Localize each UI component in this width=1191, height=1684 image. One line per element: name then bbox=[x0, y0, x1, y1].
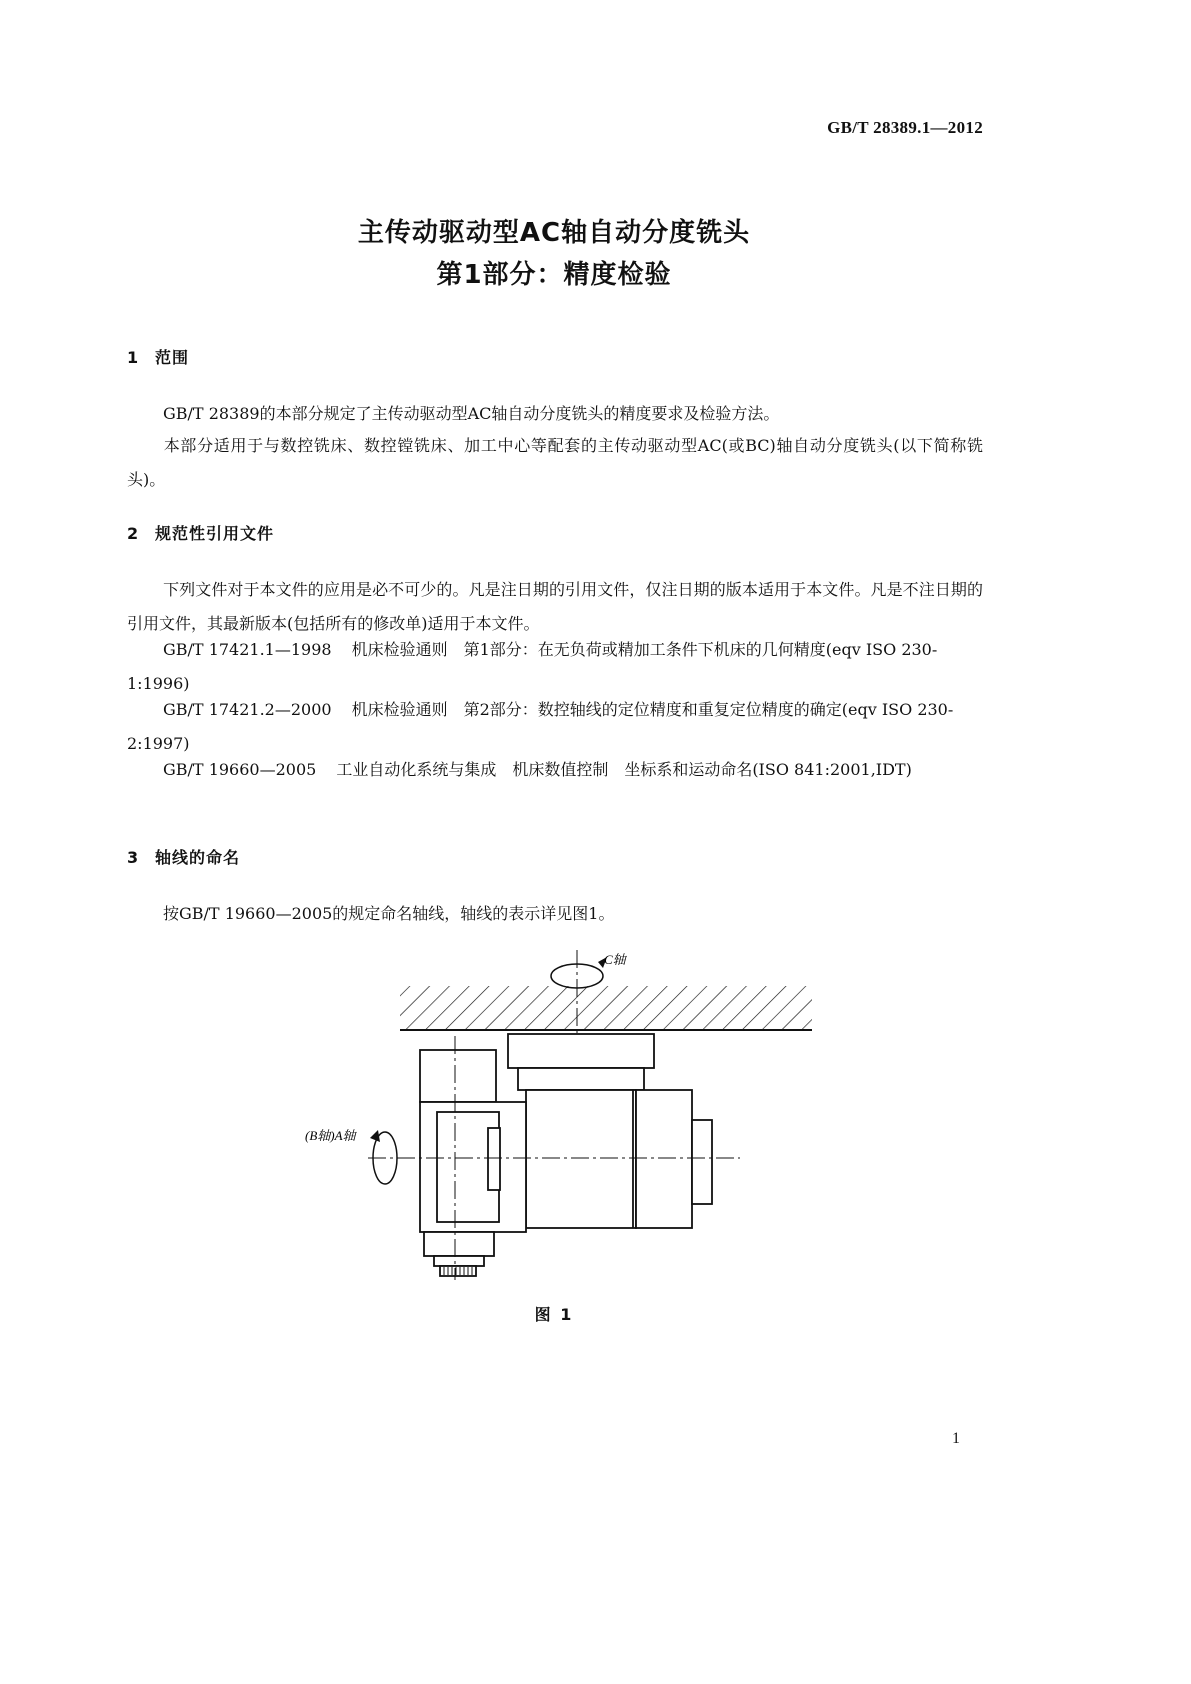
section-1-paragraph-2 bbox=[127, 429, 983, 497]
reference-title: 机床检验通则 第1部分：在无负荷或精加工条件下机床的几何精度(eqv ISO 230-1:1996) bbox=[127, 640, 938, 693]
figure-1-drawing bbox=[0, 940, 1108, 1290]
reference-title: 工业自动化系统与集成 机床数值控制 坐标系和运动命名(ISO 841:2001,IDT) bbox=[336, 760, 912, 779]
figure-caption: 图 1 bbox=[534, 1305, 574, 1324]
section-1-heading bbox=[127, 345, 189, 368]
section-2-paragraph-1 bbox=[127, 573, 983, 641]
document-subtitle: 第1部分：精度检验 bbox=[436, 260, 672, 290]
standard-number: GB/T 28389.1—2012 bbox=[827, 118, 983, 137]
section-number: 2 bbox=[127, 524, 140, 543]
section-title: 轴线的命名 bbox=[155, 848, 241, 867]
a-axis-rotation-arrow bbox=[370, 1130, 397, 1184]
section-1-paragraph-1 bbox=[127, 397, 983, 431]
section-3-heading bbox=[127, 845, 240, 868]
paragraph-text: 按GB/T 19660—2005的规定命名轴线，轴线的表示详见图1。 bbox=[163, 904, 615, 923]
a-axis-label: (B轴)A轴 bbox=[305, 1128, 356, 1143]
reference-title: 机床检验通则 第2部分：数控轴线的定位精度和重复定位精度的确定(eqv ISO 230-2:1997) bbox=[127, 700, 954, 753]
section-2-heading bbox=[127, 521, 274, 544]
paragraph-text: 下列文件对于本文件的应用是必不可少的。凡是注日期的引用文件，仅注日期的版本适用于本文件。凡是不注日期的引用文件，其最新版本(包括所有的修改单)适用于本文件。 bbox=[127, 580, 983, 633]
document-title: 主传动驱动型AC轴自动分度铣头 bbox=[357, 218, 751, 248]
hatched-housing bbox=[400, 986, 812, 1030]
reference-code: GB/T 19660—2005 bbox=[163, 760, 317, 779]
section-3-paragraph-1 bbox=[127, 897, 983, 931]
section-title: 范围 bbox=[155, 348, 190, 367]
reference-item bbox=[127, 633, 983, 701]
paragraph-text: GB/T 28389的本部分规定了主传动驱动型AC轴自动分度铣头的精度要求及检验方法。 bbox=[163, 404, 780, 423]
c-axis-rotation-arrow bbox=[551, 957, 607, 988]
reference-code: GB/T 17421.2—2000 bbox=[163, 700, 332, 719]
section-title: 规范性引用文件 bbox=[155, 524, 275, 543]
reference-item bbox=[127, 753, 983, 787]
section-number: 3 bbox=[127, 848, 140, 867]
section-number: 1 bbox=[127, 348, 140, 367]
reference-item bbox=[127, 693, 983, 761]
c-axis-label: C轴 bbox=[604, 952, 626, 967]
top-flange bbox=[508, 1034, 654, 1090]
motor-block bbox=[420, 1050, 526, 1276]
paragraph-text: 本部分适用于与数控铣床、数控镗铣床、加工中心等配套的主传动驱动型AC(或BC)轴自动分度铣头(以下简称铣头)。 bbox=[127, 436, 983, 489]
main-body bbox=[526, 1090, 712, 1228]
page-number: 1 bbox=[952, 1430, 960, 1447]
reference-code: GB/T 17421.1—1998 bbox=[163, 640, 332, 659]
